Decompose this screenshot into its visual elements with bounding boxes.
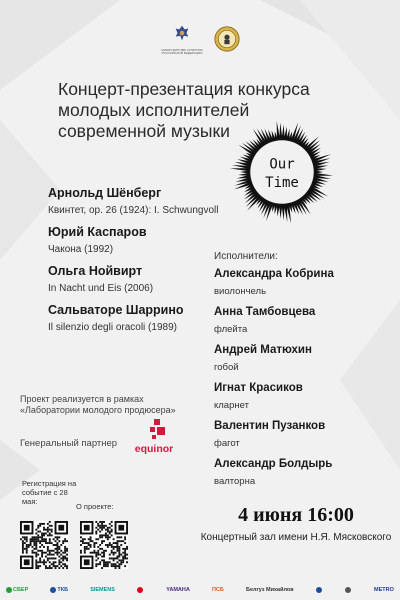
sponsor-logo: СБЕР	[6, 587, 28, 593]
about-qr-code[interactable]	[80, 521, 128, 569]
svg-text:Time	[265, 175, 299, 191]
sponsor-mark-icon	[316, 587, 322, 593]
sponsor-logo: ПСБ	[211, 587, 224, 593]
performer-item	[214, 267, 394, 297]
performer-item	[214, 343, 394, 373]
composer-name: Юрий Каспаров	[48, 225, 147, 239]
sponsor-logo: Белгуз Михайлов	[245, 587, 294, 593]
performer-name: Александра Кобрина	[214, 268, 334, 280]
sponsor-logo: ТКБ	[50, 587, 68, 593]
composer-name: Арнольд Шёнберг	[48, 186, 162, 200]
composer-work: Чакона (1992)	[48, 244, 114, 255]
registration-text: Регистрация на событие с 28 мая:	[22, 479, 77, 506]
ministry-logo	[160, 24, 204, 56]
event-venue: Концертный зал имени Н.Я. Мясковского	[200, 532, 392, 543]
performers-heading: Исполнители:	[214, 251, 278, 262]
ministry-logo-text: МИНИСТЕРСТВО КУЛЬТУРЫ РОССИЙСКОЙ ФЕДЕРАЦИИ	[161, 48, 203, 56]
equinor-logo-text: equinor	[134, 443, 174, 455]
composer-name: Сальваторе Шаррино	[48, 303, 184, 317]
performer-name: Валентин Пузанков	[214, 420, 326, 432]
sponsors-row	[0, 584, 400, 596]
sponsor-logo	[345, 587, 352, 593]
sber-logo-icon	[6, 587, 12, 593]
performer-item	[214, 419, 394, 449]
badge-line2: Time	[265, 174, 299, 191]
sponsor-mark-icon	[137, 587, 143, 593]
about-project-text: О проекте:	[76, 502, 114, 511]
equinor-star-icon	[124, 417, 184, 443]
performer-item	[214, 381, 394, 411]
event-date: 4 июня 16:00	[238, 504, 354, 526]
composer-work: Il silenzio degli oracoli (1989)	[48, 322, 177, 333]
sponsor-logo	[316, 587, 323, 593]
project-note: Проект реализуется в рамках «Лаборатории молодого продюсера»	[20, 394, 176, 415]
tkb-logo-icon	[50, 587, 56, 593]
badge-line1: Our	[269, 156, 295, 173]
performer-name: Андрей Матюхин	[214, 344, 312, 356]
composer-item	[48, 186, 248, 217]
sponsor-logo: METRO	[374, 587, 394, 593]
eagle-emblem-icon	[173, 24, 191, 42]
performer-name: Александр Болдырь	[214, 458, 333, 470]
equinor-logo	[124, 417, 184, 457]
sponsor-logo	[137, 587, 144, 593]
sponsor-mark-icon	[345, 587, 351, 593]
performer-instrument: виолончель	[214, 286, 267, 297]
page-title: Концерт-презентация конкурса молодых исполнителей современной музыки	[58, 79, 310, 141]
performer-name: Игнат Красиков	[214, 382, 303, 394]
performer-instrument: кларнет	[214, 400, 249, 411]
performer-item	[214, 457, 394, 487]
svg-text:Our	[269, 156, 294, 172]
sponsor-logo: YAMAHA	[166, 587, 190, 593]
general-partner-label: Генеральный партнер	[20, 438, 118, 449]
laboratory-seal-icon	[214, 26, 240, 52]
composer-work: Квинтет, ор. 26 (1924): I. Schwungvoll	[48, 205, 219, 216]
performer-item	[214, 305, 394, 335]
registration-qr-code[interactable]	[20, 521, 68, 569]
performer-name: Анна Тамбовцева	[214, 306, 316, 318]
composer-name: Ольга Нойвирт	[48, 264, 143, 278]
performers-list	[214, 267, 394, 495]
sponsor-logo: SIEMENS	[90, 587, 115, 593]
performer-instrument: валторна	[214, 476, 256, 487]
performer-instrument: фагот	[214, 438, 240, 449]
performer-instrument: гобой	[214, 362, 239, 373]
performer-instrument: флейта	[214, 324, 248, 335]
composer-work: In Nacht und Eis (2006)	[48, 283, 154, 294]
